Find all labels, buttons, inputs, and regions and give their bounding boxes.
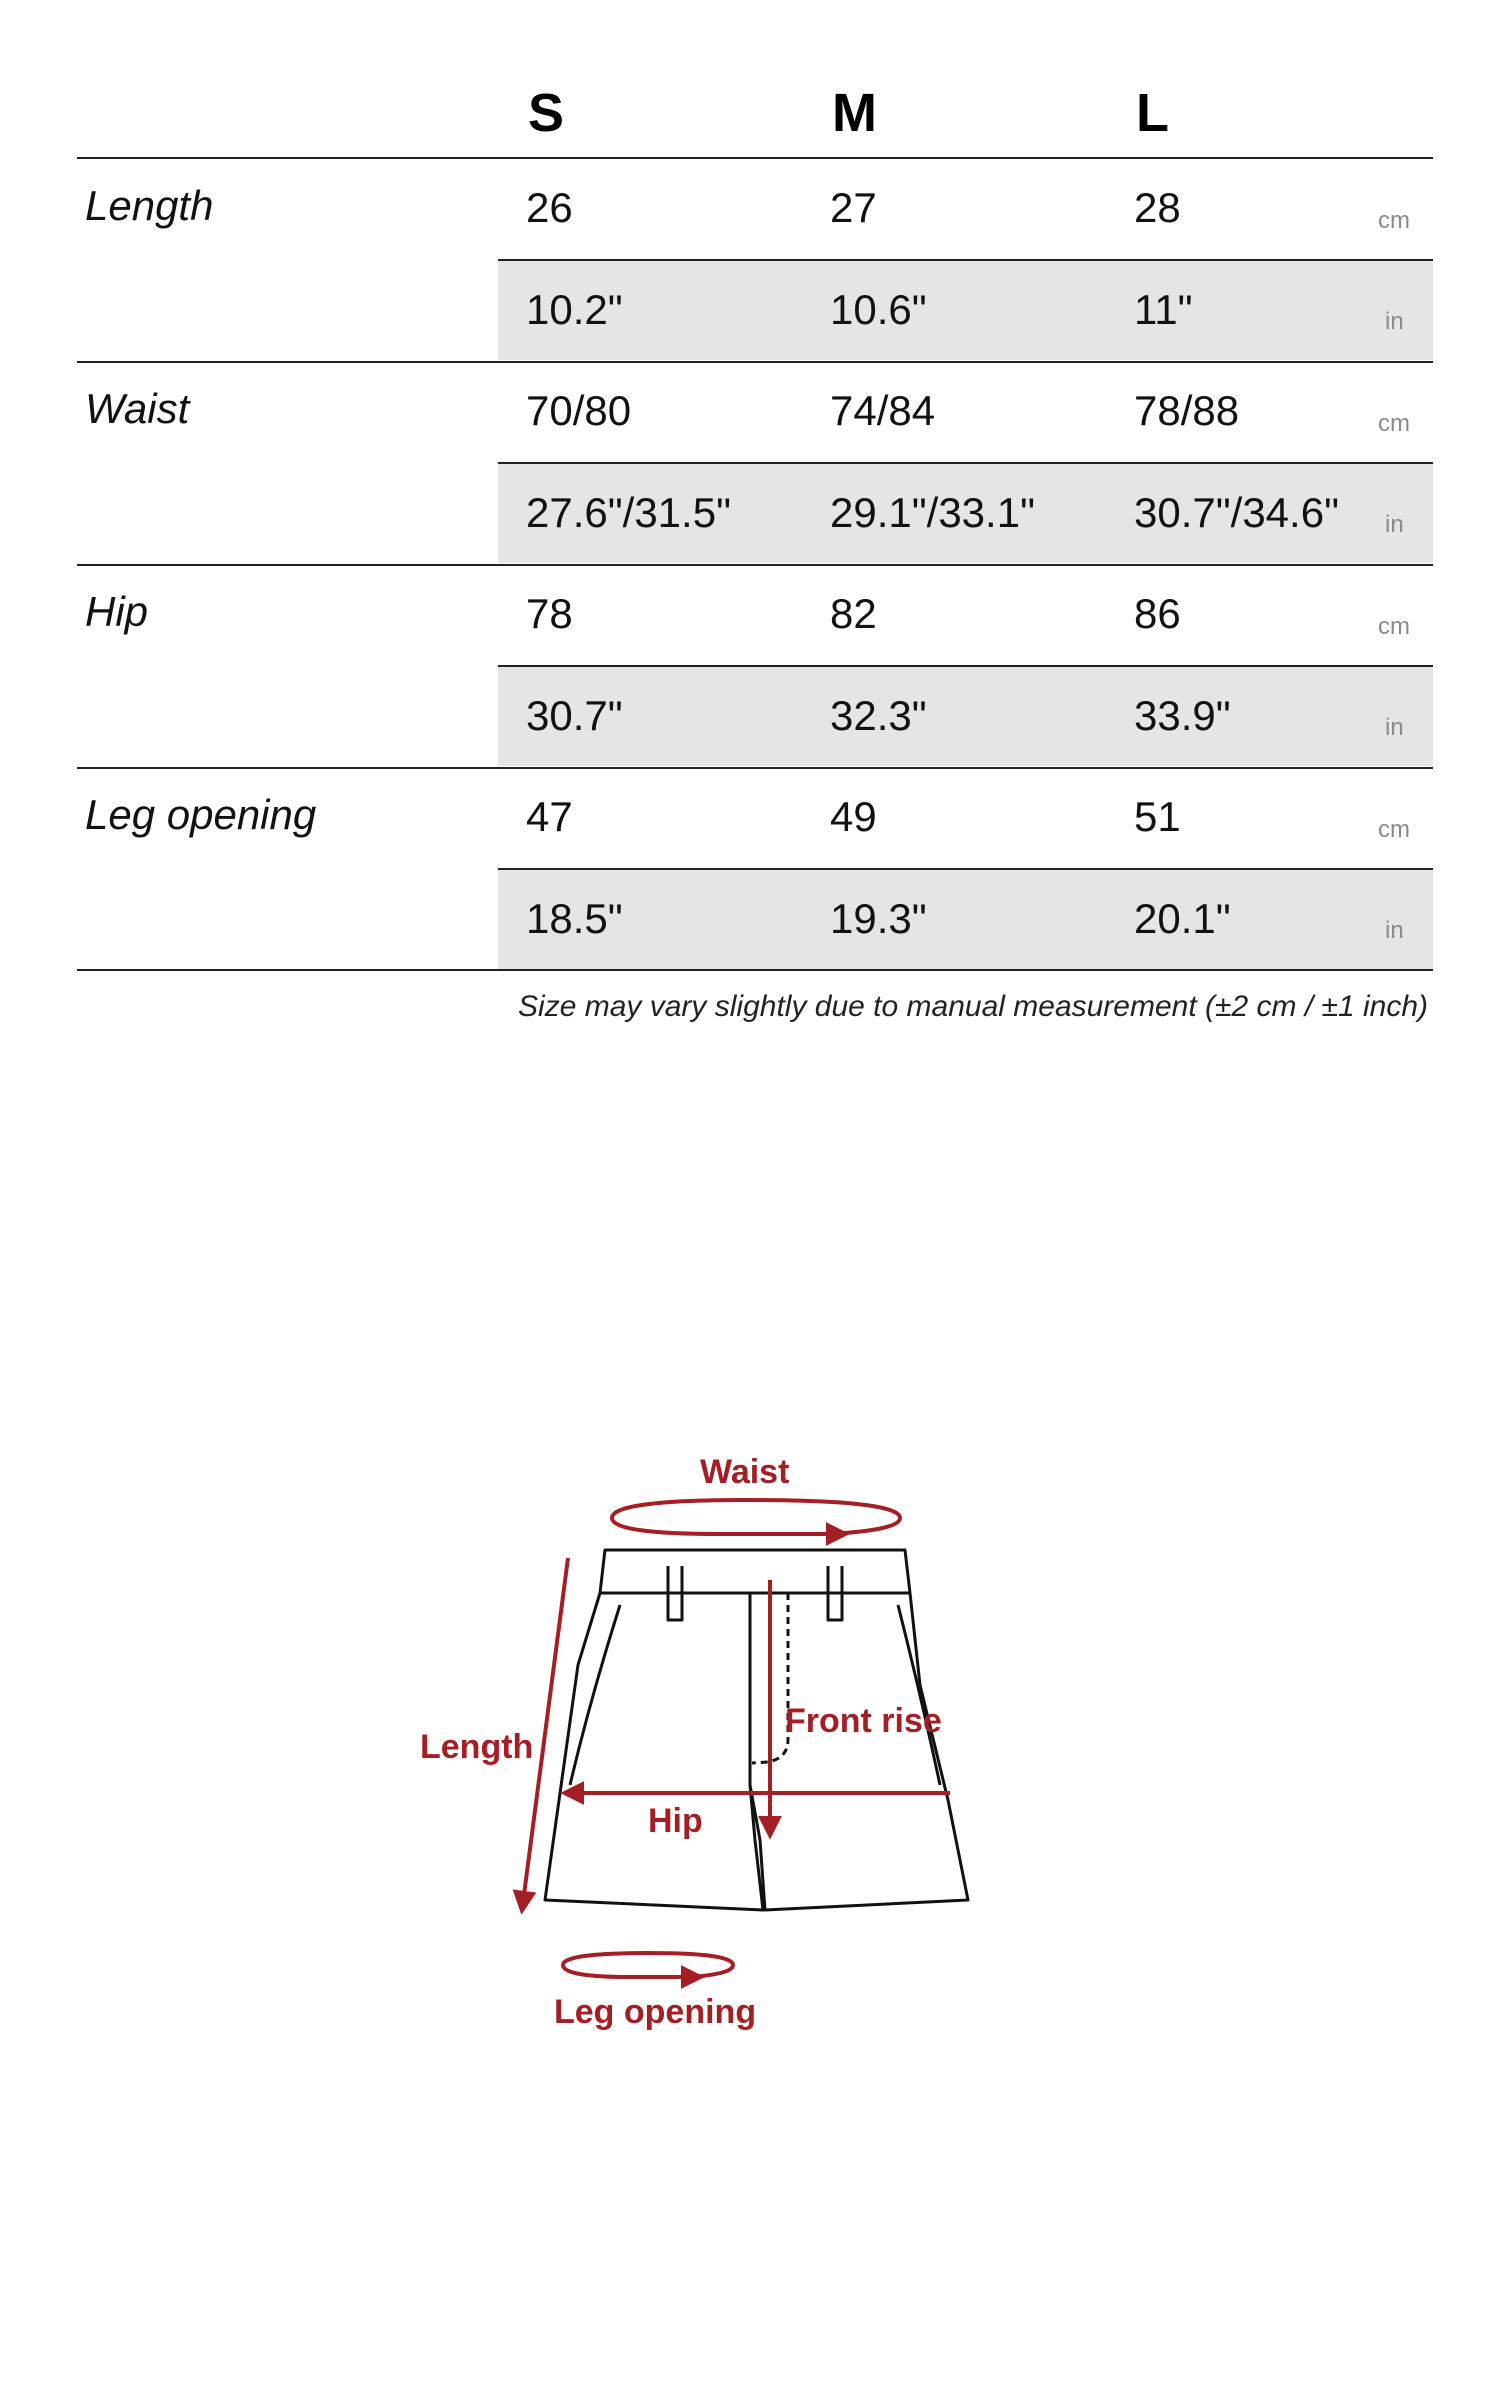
rule-hip <box>77 767 1433 769</box>
shorts-measurement-diagram <box>0 1380 1500 2080</box>
hip-label: Hip <box>648 1802 703 1840</box>
unit-in: in <box>1385 917 1404 944</box>
inch-band-length <box>498 260 1433 360</box>
waist-l-in: 30.7"/34.6" <box>1134 489 1339 536</box>
rule-leg-split <box>498 868 1433 870</box>
leg-opening-l-in: 20.1" <box>1134 895 1231 942</box>
unit-in: in <box>1385 308 1404 335</box>
unit-cm: cm <box>1378 207 1410 234</box>
waist-m-in: 29.1"/33.1" <box>830 489 1035 536</box>
waist-label: Waist <box>700 1453 790 1491</box>
unit-cm: cm <box>1378 410 1410 437</box>
unit-cm: cm <box>1378 816 1410 843</box>
length-s-cm: 26 <box>526 184 573 231</box>
size-header-m: M <box>832 83 877 143</box>
length-m-cm: 27 <box>830 184 877 231</box>
length-l-in: 11" <box>1134 286 1193 333</box>
length-m-in: 10.6" <box>830 286 927 333</box>
leg-opening-m-cm: 49 <box>830 793 877 840</box>
unit-in: in <box>1385 714 1404 741</box>
rule-header <box>77 157 1433 159</box>
front-rise-label: Front rise <box>785 1702 942 1740</box>
leg-opening-label: Leg opening <box>554 1993 757 2031</box>
size-header-l: L <box>1136 83 1169 143</box>
leg-opening-s-in: 18.5" <box>526 895 623 942</box>
rule-leg-opening <box>77 969 1433 971</box>
rule-length <box>77 361 1433 363</box>
size-header-s: S <box>528 83 565 143</box>
hip-s-cm: 78 <box>526 590 573 637</box>
rule-length-split <box>498 259 1433 261</box>
hip-m-in: 32.3" <box>830 692 927 739</box>
row-label-hip: Hip <box>85 588 149 635</box>
waist-s-in: 27.6"/31.5" <box>526 489 731 536</box>
hip-s-in: 30.7" <box>526 692 623 739</box>
rule-waist-split <box>498 462 1433 464</box>
hip-m-cm: 82 <box>830 590 877 637</box>
waist-arrow <box>612 1500 900 1534</box>
waist-l-cm: 78/88 <box>1134 387 1240 434</box>
rule-waist <box>77 564 1433 566</box>
rule-hip-split <box>498 665 1433 667</box>
row-label-length: Length <box>85 182 214 229</box>
waist-s-cm: 70/80 <box>526 387 632 434</box>
length-s-in: 10.2" <box>526 286 623 333</box>
hip-l-cm: 86 <box>1134 590 1181 637</box>
unit-in: in <box>1385 511 1404 538</box>
inch-band-leg-opening <box>498 869 1433 969</box>
length-label: Length <box>420 1728 534 1766</box>
inch-band-hip <box>498 666 1433 766</box>
hip-l-in: 33.9" <box>1134 692 1231 739</box>
leg-opening-m-in: 19.3" <box>830 895 927 942</box>
row-label-leg-opening: Leg opening <box>85 791 317 838</box>
row-label-waist: Waist <box>85 385 190 432</box>
leg-opening-arrow <box>563 1953 733 1977</box>
measurement-note: Size may vary slightly due to manual measurement (±2 cm / ±1 inch) <box>518 990 1428 1023</box>
length-l-cm: 28 <box>1134 184 1181 231</box>
leg-opening-s-cm: 47 <box>526 793 573 840</box>
unit-cm: cm <box>1378 613 1410 640</box>
waist-m-cm: 74/84 <box>830 387 936 434</box>
leg-opening-l-cm: 51 <box>1134 793 1181 840</box>
